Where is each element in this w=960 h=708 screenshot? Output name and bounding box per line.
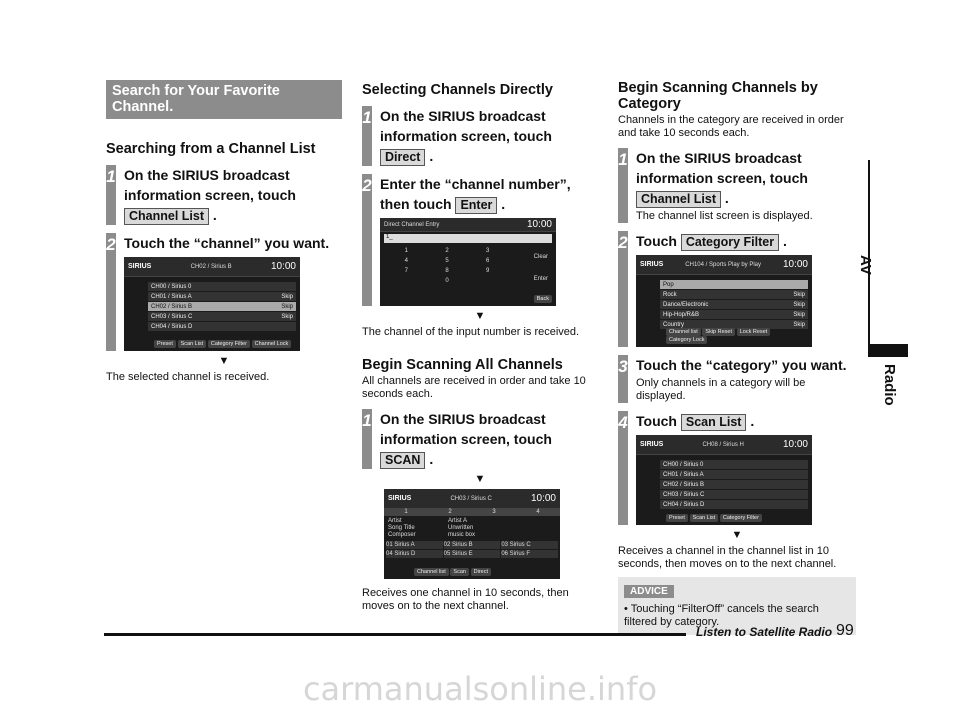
step-text: Enter the “channel number”, then touch bbox=[380, 176, 571, 212]
direct-button[interactable]: Direct bbox=[471, 568, 491, 576]
key[interactable]: 7 bbox=[404, 268, 408, 274]
current-channel: CH03 / Sirius C bbox=[450, 495, 492, 502]
step-text: On the SIRIUS broadcast information screen, touch bbox=[380, 411, 552, 447]
key[interactable]: 0 bbox=[445, 278, 449, 284]
result-text: The channel of the input number is received. bbox=[362, 326, 580, 338]
page-number: 99 bbox=[836, 622, 854, 639]
scan-list-screenshot bbox=[636, 435, 812, 525]
result-text: Receives a channel in the channel list in 10 seconds, then moves on to the next channel. bbox=[618, 545, 837, 570]
key[interactable]: 3 bbox=[485, 248, 490, 254]
side-divider-block bbox=[868, 344, 908, 357]
column-2 bbox=[362, 80, 598, 613]
step-2 bbox=[618, 231, 856, 347]
channel-list-button[interactable]: Channel list bbox=[666, 328, 701, 336]
list-item[interactable]: CH01 / Sirius A bbox=[660, 470, 808, 479]
step-number: 1 bbox=[106, 165, 116, 225]
step-scan-1 bbox=[362, 409, 598, 469]
clock: 10:00 bbox=[530, 493, 556, 504]
category-filter-button[interactable]: Category Filter bbox=[681, 234, 779, 251]
scan-button[interactable]: SCAN bbox=[380, 452, 425, 469]
step-number: 2 bbox=[106, 233, 116, 351]
preset-grid bbox=[384, 541, 560, 558]
advice-label: ADVICE bbox=[624, 585, 674, 598]
list-item[interactable]: CH03 / Sirius C bbox=[660, 490, 808, 499]
preset-item[interactable]: 02 Sirius B bbox=[444, 541, 501, 549]
footer-title: Listen to Satellite Radio bbox=[696, 625, 833, 639]
tab[interactable]: 1 bbox=[404, 509, 408, 515]
preset-item[interactable]: 03 Sirius C bbox=[501, 541, 558, 549]
result-text: The selected channel is received. bbox=[106, 371, 270, 383]
tab[interactable]: 2 bbox=[448, 509, 452, 515]
list-item[interactable]: CH02 / Sirius B Skip bbox=[148, 302, 296, 311]
step-4 bbox=[618, 411, 856, 525]
list-item[interactable]: CH03 / Sirius C Skip bbox=[148, 312, 296, 321]
key[interactable]: 5 bbox=[445, 258, 449, 264]
step-2 bbox=[106, 233, 342, 351]
step-number: 1 bbox=[362, 409, 372, 469]
step-text: On the SIRIUS broadcast information screen, touch bbox=[124, 167, 296, 203]
step-text: Touch bbox=[636, 413, 677, 429]
step-number: 2 bbox=[618, 231, 628, 347]
step-number: 3 bbox=[618, 355, 628, 403]
side-tab-av: AV bbox=[857, 255, 874, 275]
tab[interactable]: 4 bbox=[536, 509, 540, 515]
step-text: On the SIRIUS broadcast information screen, touch bbox=[380, 108, 552, 144]
category-rows bbox=[660, 279, 808, 330]
channel-lock-button[interactable]: Channel Lock bbox=[252, 340, 292, 348]
preset-item[interactable]: 05 Sirius E bbox=[444, 550, 501, 558]
step-number: 1 bbox=[362, 106, 372, 166]
list-item[interactable]: Rock Skip bbox=[660, 290, 808, 299]
list-item[interactable]: Pop bbox=[660, 280, 808, 289]
preset-button[interactable]: Preset bbox=[666, 514, 688, 522]
preset-item[interactable]: 06 Sirius F bbox=[501, 550, 558, 558]
direct-entry-screenshot bbox=[380, 218, 556, 306]
enter-button[interactable]: Enter bbox=[455, 197, 497, 214]
step-text: On the SIRIUS broadcast information screen, touch bbox=[636, 150, 808, 186]
key[interactable]: 1 bbox=[404, 248, 408, 254]
clock: 10:00 bbox=[526, 219, 552, 230]
list-item[interactable]: CH04 / Sirius D bbox=[660, 500, 808, 509]
scan-list-button[interactable]: Scan List bbox=[681, 414, 747, 431]
preset-item[interactable]: 01 Sirius A bbox=[386, 541, 443, 549]
step-tail: . bbox=[782, 233, 787, 249]
scan-button[interactable]: Scan bbox=[450, 568, 469, 576]
section-banner: Search for Your Favorite Channel. bbox=[106, 80, 342, 119]
step-1 bbox=[106, 165, 342, 225]
scan-list-button[interactable]: Scan List bbox=[690, 514, 719, 522]
list-item[interactable]: Dance/Electronic Skip bbox=[660, 300, 808, 309]
sirius-logo: SIRIUS bbox=[640, 261, 664, 268]
column-1 bbox=[106, 80, 342, 384]
channel-list-screenshot bbox=[124, 257, 300, 351]
skip-reset-button[interactable]: Skip Reset bbox=[702, 328, 735, 336]
bottom-buttons bbox=[666, 514, 762, 522]
watermark: carmanualsonline.info bbox=[302, 670, 658, 708]
step-text: Touch the “channel” you want. bbox=[124, 235, 330, 251]
scan-screenshot bbox=[384, 489, 560, 579]
intro-text: All channels are received in order and take 10 seconds each. bbox=[362, 375, 586, 400]
preset-item[interactable]: 04 Sirius D bbox=[386, 550, 443, 558]
step-tail: . bbox=[212, 207, 217, 223]
channel-rows bbox=[148, 281, 296, 332]
heading-scan-all: Begin Scanning All Channels bbox=[362, 357, 563, 373]
meta-info: Artist Song Title Composer Artist A Unwritten music box bbox=[388, 518, 476, 538]
list-item[interactable]: CH00 / Sirius 0 bbox=[148, 282, 296, 291]
direct-button[interactable]: Direct bbox=[380, 149, 425, 166]
step-2 bbox=[362, 174, 598, 306]
down-arrow-icon: ▼ bbox=[474, 473, 486, 485]
step-text: Touch the “category” you want. bbox=[636, 357, 847, 373]
step-tail: . bbox=[501, 196, 506, 212]
list-item[interactable]: CH01 / Sirius A Skip bbox=[148, 292, 296, 301]
bottom-buttons bbox=[666, 328, 812, 344]
key[interactable]: 8 bbox=[445, 268, 449, 274]
key[interactable]: 9 bbox=[485, 268, 490, 274]
step-number: 1 bbox=[618, 148, 628, 223]
current-channel: CH104 / Sports Play by Play bbox=[685, 261, 762, 268]
step-tail: . bbox=[750, 413, 755, 429]
clock: 10:00 bbox=[782, 439, 808, 450]
step-1 bbox=[362, 106, 598, 166]
key[interactable]: 2 bbox=[445, 248, 449, 254]
bottom-buttons bbox=[154, 340, 291, 348]
lock-reset-button[interactable]: Lock Reset bbox=[737, 328, 771, 336]
sirius-logo: SIRIUS bbox=[128, 263, 152, 270]
intro-text: Channels in the category are received in order and take 10 seconds each. bbox=[618, 114, 844, 139]
enter-key[interactable]: Enter bbox=[533, 276, 548, 282]
step-tail: . bbox=[429, 148, 434, 164]
down-arrow-icon: ▼ bbox=[731, 529, 743, 541]
preset-button[interactable]: Preset bbox=[154, 340, 176, 348]
heading-direct: Selecting Channels Directly bbox=[362, 82, 553, 98]
sirius-logo: SIRIUS bbox=[388, 495, 412, 502]
step-text: Touch bbox=[636, 233, 677, 249]
down-arrow-icon: ▼ bbox=[218, 355, 230, 367]
keypad bbox=[386, 248, 508, 284]
current-channel: CH02 / Sirius B bbox=[190, 263, 232, 270]
category-filter-button[interactable]: Category Filter bbox=[208, 340, 250, 348]
step-tail: . bbox=[724, 190, 729, 206]
clock: 10:00 bbox=[782, 259, 808, 270]
bottom-buttons bbox=[414, 568, 491, 576]
step-number: 2 bbox=[362, 174, 372, 306]
step-3 bbox=[618, 355, 856, 403]
clock: 10:00 bbox=[270, 261, 296, 272]
channel-rows bbox=[660, 459, 808, 510]
channel-list-button[interactable]: Channel list bbox=[414, 568, 449, 576]
direct-title: Direct Channel Entry bbox=[384, 221, 440, 228]
sirius-logo: SIRIUS bbox=[640, 441, 664, 448]
current-channel: CH08 / Sirius H bbox=[702, 441, 744, 448]
step-1 bbox=[618, 148, 856, 223]
category-lock-button[interactable]: Category Lock bbox=[666, 336, 707, 344]
channel-list-button[interactable]: Channel List bbox=[636, 191, 721, 208]
key[interactable]: 6 bbox=[485, 258, 490, 264]
step-number: 4 bbox=[618, 411, 628, 525]
step-subtext: The channel list screen is displayed. bbox=[636, 210, 813, 222]
back-button[interactable]: Back bbox=[534, 295, 552, 303]
channel-list-button[interactable]: Channel List bbox=[124, 208, 209, 225]
list-item[interactable]: CH00 / Sirius 0 bbox=[660, 460, 808, 469]
list-item[interactable]: CH04 / Sirius D bbox=[148, 322, 296, 331]
down-arrow-icon: ▼ bbox=[474, 310, 486, 322]
heading-scan-category: Begin Scanning Channels by Category bbox=[618, 80, 818, 112]
clear-key[interactable]: Clear bbox=[533, 254, 548, 260]
step-subtext: Only channels in a category will be displayed. bbox=[636, 377, 806, 402]
key[interactable]: 4 bbox=[404, 258, 408, 264]
list-item[interactable]: Hip-Hop/R&B Skip bbox=[660, 310, 808, 319]
tab[interactable]: 3 bbox=[492, 509, 496, 515]
list-item[interactable]: CH02 / Sirius B bbox=[660, 480, 808, 489]
side-tab-radio: Radio bbox=[881, 364, 898, 406]
step-tail: . bbox=[429, 451, 434, 467]
preset-tabs bbox=[384, 509, 560, 516]
column-3 bbox=[618, 80, 856, 635]
entry-field[interactable]: 1_ bbox=[384, 234, 552, 243]
category-filter-button[interactable]: Category Filter bbox=[720, 514, 762, 522]
result-text: Receives one channel in 10 seconds, then moves on to the next channel. bbox=[362, 587, 569, 612]
heading-channel-list: Searching from a Channel List bbox=[106, 141, 316, 157]
list-item[interactable]: Country Skip bbox=[660, 320, 808, 329]
footer-rule bbox=[104, 633, 686, 636]
category-screenshot bbox=[636, 255, 812, 347]
advice-text: • Touching “FilterOff” cancels the search filtered by category. bbox=[624, 603, 819, 628]
scan-list-button[interactable]: Scan List bbox=[178, 340, 207, 348]
